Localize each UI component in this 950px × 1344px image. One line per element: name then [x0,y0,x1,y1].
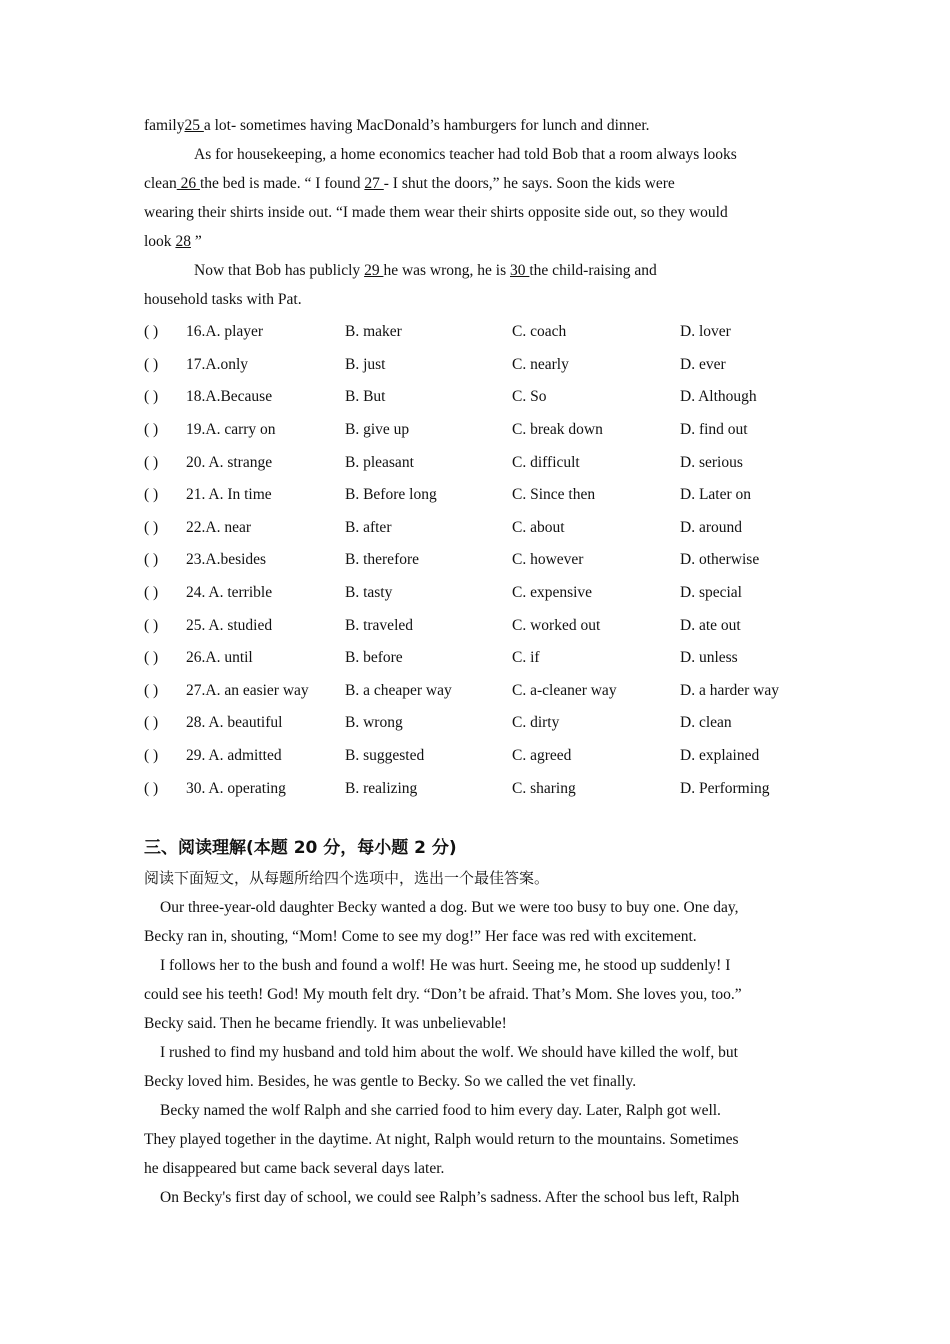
option-d: D. Later on [680,486,752,504]
option-row [144,642,804,675]
blank-30: 30 [510,262,530,279]
question-cell [144,584,345,602]
option-d: D. explained [680,747,760,765]
option-b: B. wrong [345,714,403,732]
section-heading: 三、阅读理解(本题 20 分，每小题 2 分) [144,837,457,858]
instruction: 阅读下面短文，从每题所给四个选项中，选出一个最佳答案。 [144,868,550,887]
question-cell [144,486,345,504]
option-a: 18.A.Because [186,388,273,406]
option-row [144,512,804,545]
option-a: 26.A. until [186,649,253,667]
cloze-line-7: household tasks with Pat. [144,291,302,308]
option-row [144,609,804,642]
option-c: C. however [512,551,584,569]
answer-paren[interactable]: ( ) [144,747,159,765]
option-c: C. So [512,388,547,406]
answer-paren[interactable]: ( ) [144,388,159,406]
reading-line: I follows her to the bush and found a wolf! He was hurt. Seeing me, he stood up suddenly! I [160,956,731,974]
option-row [144,381,804,414]
option-d: D. around [680,518,742,536]
option-a: 17.A.only [186,355,248,373]
question-cell [144,714,345,732]
answer-paren[interactable]: ( ) [144,649,159,667]
document-page [144,111,804,1212]
option-row [144,740,804,773]
option-c: C. worked out [512,616,601,634]
question-cell [144,356,345,374]
option-b: B. traveled [345,616,414,634]
options-table [144,316,804,805]
option-c: C. about [512,518,565,536]
option-a: 28. A. beautiful [186,714,283,732]
blank-27: 27 [364,175,384,192]
question-cell [144,519,345,537]
option-d: D. a harder way [680,681,779,699]
option-a: 19.A. carry on [186,421,276,439]
option-c: C. if [512,649,540,667]
blank-26: 26 [176,175,200,192]
text: - I shut the doors,” he says. Soon the kids were [383,175,675,192]
text: clean [144,175,177,192]
option-row [144,772,804,805]
option-b: B. before [345,649,403,667]
option-d: D. Although [680,388,757,406]
text: look [144,233,176,250]
option-b: B. realizing [345,779,418,797]
option-b: B. therefore [345,551,420,569]
option-c: C. sharing [512,779,576,797]
option-c: C. a-cleaner way [512,681,617,699]
option-row [144,479,804,512]
option-a: 16.A. player [186,323,264,341]
option-c: C. dirty [512,714,560,732]
text: Now that Bob has publicly [194,262,365,279]
option-row [144,707,804,740]
question-cell [144,454,345,472]
answer-paren[interactable]: ( ) [144,421,159,439]
option-a: 30. A. operating [186,779,286,797]
option-a: 24. A. terrible [186,584,273,602]
option-b: B. suggested [345,747,425,765]
option-c: C. agreed [512,747,572,765]
option-b: B. just [345,355,386,373]
option-d: D. ever [680,355,726,373]
option-a: 27.A. an easier way [186,681,309,699]
blank-29: 29 [364,262,384,279]
answer-paren[interactable]: ( ) [144,486,159,504]
option-a: 23.A.besides [186,551,267,569]
option-c: C. difficult [512,453,580,471]
answer-paren[interactable]: ( ) [144,453,159,471]
cloze-line-6 [144,256,804,285]
question-cell [144,551,345,569]
option-d: D. Performing [680,779,770,797]
reading-passage [144,893,804,1212]
option-c: C. coach [512,323,567,341]
option-a: 25. A. studied [186,616,273,634]
reading-line: They played together in the daytime. At night, Ralph would return to the mountains. Sometimes [144,1130,739,1148]
answer-paren[interactable]: ( ) [144,681,159,699]
option-d: D. clean [680,714,732,732]
reading-line: Becky ran in, shouting, “Mom! Come to see my dog!” Her face was red with excitement. [144,927,697,945]
text: the child-raising and [529,262,657,279]
cloze-line-1 [144,111,804,140]
option-b: B. after [345,518,392,536]
answer-paren[interactable]: ( ) [144,518,159,536]
question-cell [144,747,345,765]
text: a lot- sometimes having MacDonald’s hamburgers for lunch and dinner. [203,117,650,134]
question-cell [144,682,345,700]
cloze-line-5 [144,227,804,256]
option-b: B. tasty [345,584,393,602]
reading-line: Becky named the wolf Ralph and she carried food to him every day. Later, Ralph got well. [160,1101,721,1119]
cloze-passage [144,111,804,314]
question-cell [144,780,345,798]
text: family [144,117,185,134]
option-d: D. ate out [680,616,741,634]
option-c: C. break down [512,421,603,439]
reading-line: On Becky's first day of school, we could see Ralph’s sadness. After the school bus left, Ralph [160,1188,740,1206]
option-c: C. Since then [512,486,596,504]
reading-line: Becky said. Then he became friendly. It was unbelievable! [144,1014,507,1032]
option-b: B. Before long [345,486,437,504]
answer-paren[interactable]: ( ) [144,584,159,602]
option-row [144,316,804,349]
question-cell [144,421,345,439]
option-b: B. maker [345,323,402,341]
option-b: B. pleasant [345,453,414,471]
blank-25: 25 [184,117,204,134]
answer-paren[interactable]: ( ) [144,714,159,732]
option-b: B. give up [345,421,410,439]
option-c: C. nearly [512,355,569,373]
option-row [144,349,804,382]
option-b: B. a cheaper way [345,681,452,699]
question-cell [144,323,345,341]
option-a: 22.A. near [186,518,251,536]
text: ” [190,233,202,250]
blank-28: 28 [175,233,191,250]
option-d: D. otherwise [680,551,760,569]
answer-paren[interactable]: ( ) [144,355,159,373]
text: he was wrong, he is [383,262,510,279]
reading-line: could see his teeth! God! My mouth felt dry. “Don’t be afraid. That’s Mom. She loves you, too.” [144,985,742,1003]
question-cell [144,649,345,667]
question-cell [144,617,345,635]
option-a: 21. A. In time [186,486,272,504]
option-row [144,544,804,577]
option-d: D. special [680,584,742,602]
option-d: D. serious [680,453,743,471]
answer-paren[interactable]: ( ) [144,323,159,341]
option-row [144,577,804,610]
cloze-line-4: wearing their shirts inside out. “I made them wear their shirts opposite side out, so they would [144,204,728,221]
option-row [144,446,804,479]
reading-line: Our three-year-old daughter Becky wanted a dog. But we were too busy to buy one. One day, [160,898,739,916]
option-c: C. expensive [512,584,593,602]
reading-line: he disappeared but came back several days later. [144,1159,445,1177]
answer-paren[interactable]: ( ) [144,779,159,797]
reading-line: I rushed to find my husband and told him about the wolf. We should have killed the wolf, but [160,1043,738,1061]
text: the bed is made. “ I found [199,175,365,192]
option-d: D. lover [680,323,731,341]
cloze-line-2: As for housekeeping, a home economics teacher had told Bob that a room always looks [194,146,737,163]
answer-paren[interactable]: ( ) [144,616,159,634]
option-b: B. But [345,388,386,406]
reading-line: Becky loved him. Besides, he was gentle to Becky. So we called the vet finally. [144,1072,637,1090]
cloze-line-3 [144,169,804,198]
option-row [144,414,804,447]
question-cell [144,388,345,406]
option-a: 20. A. strange [186,453,273,471]
option-d: D. unless [680,649,738,667]
option-a: 29. A. admitted [186,747,282,765]
option-row [144,675,804,708]
option-d: D. find out [680,421,748,439]
answer-paren[interactable]: ( ) [144,551,159,569]
